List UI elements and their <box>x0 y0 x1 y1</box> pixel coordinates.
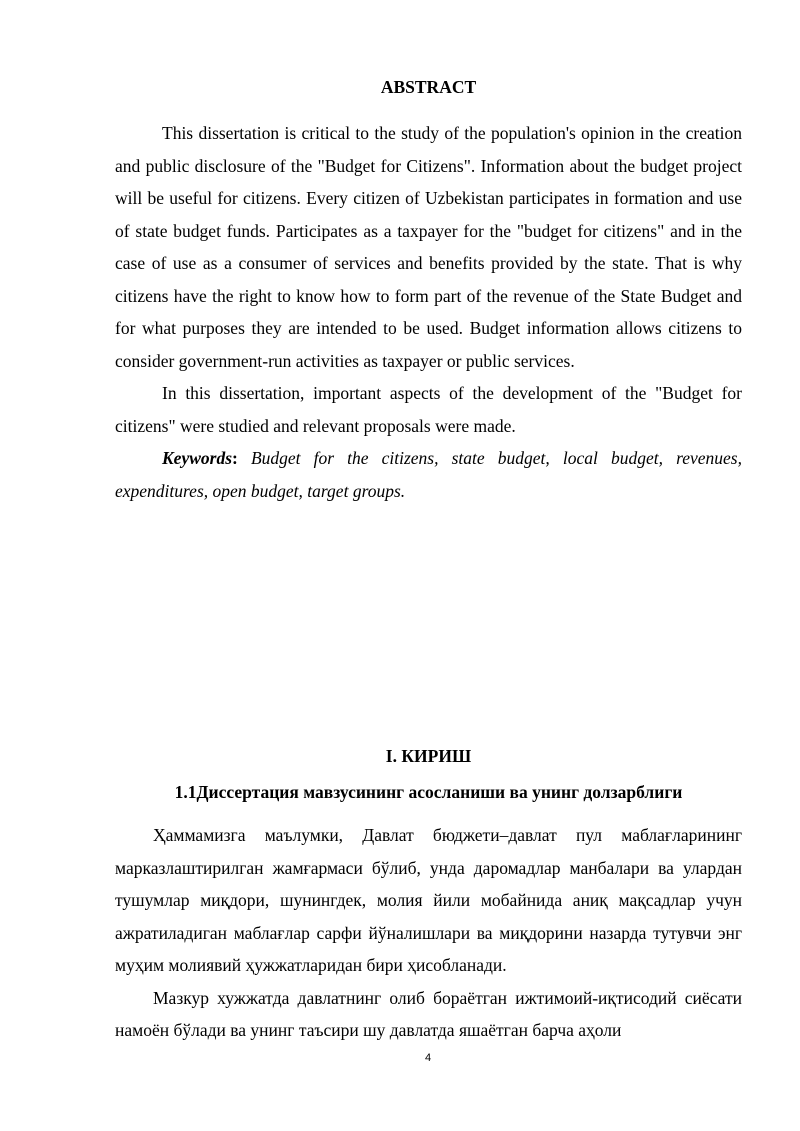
subsection-heading <box>115 781 742 803</box>
page-number: 4 <box>424 1052 432 1064</box>
keywords-label: Keywords <box>162 448 232 468</box>
keywords-colon: : <box>232 448 238 468</box>
section-paragraph-2: Мазкур хужжатда давлатнинг олиб бораётган ижтимоий-иқтисодий сиёсати намоён бўлади ва унинг таъсири шу давлатда яшаётган барча аҳоли <box>115 987 742 1040</box>
abstract-heading: ABSTRACT <box>380 77 477 97</box>
abstract-body <box>115 117 742 507</box>
abstract-paragraph-1: This dissertation is critical to the study of the population's opinion in the creation and public disclosure of the "Budget for Citizens". Information about the budget project will be useful for citizens. Every citizen of Uzbekistan participates in formation and use of state budget funds. Participates as a taxpayer for the "budget for citizens" and in the case of use as a consumer of services and benefits provided by the state. That is why citizens have the right to know how to form part of the revenue of the State Budget and for what purposes they are intended to be used. Budget information allows citizens to consider government-run activities as taxpayer or public services. <box>115 123 742 371</box>
section-paragraph-1: Ҳаммамизга маълумки, Давлат бюджети–давлат пул маблағларининг марказлаштирилган жамғармаси бўлиб, унда даромадлар манбалари ва улардан тушумлар миқдори, шунингдек, молия йили мобайнида аниқ мақсадлар учун ажратиладиган маблағлар сарфи йўналишлари ва миқдорини назарда тутувчи энг муҳим молиявий ҳужжатларидан бири ҳисобланади. <box>115 825 742 975</box>
section-body <box>115 819 742 1047</box>
keywords-paragraph <box>115 442 742 507</box>
abstract-paragraph-2: In this dissertation, important aspects of the development of the "Budget for citizens" were studied and relevant proposals were made. <box>115 383 742 436</box>
keywords-text: Budget for the citizens, state budget, local budget, revenues, expenditures, open budget, target groups. <box>115 448 742 501</box>
subsection-title-text: Диссертация мавзусининг асосланиши ва унинг долзарблиги <box>196 782 683 802</box>
subsection-number: 1.1 <box>174 782 197 802</box>
section-heading: I. КИРИШ <box>385 746 472 766</box>
